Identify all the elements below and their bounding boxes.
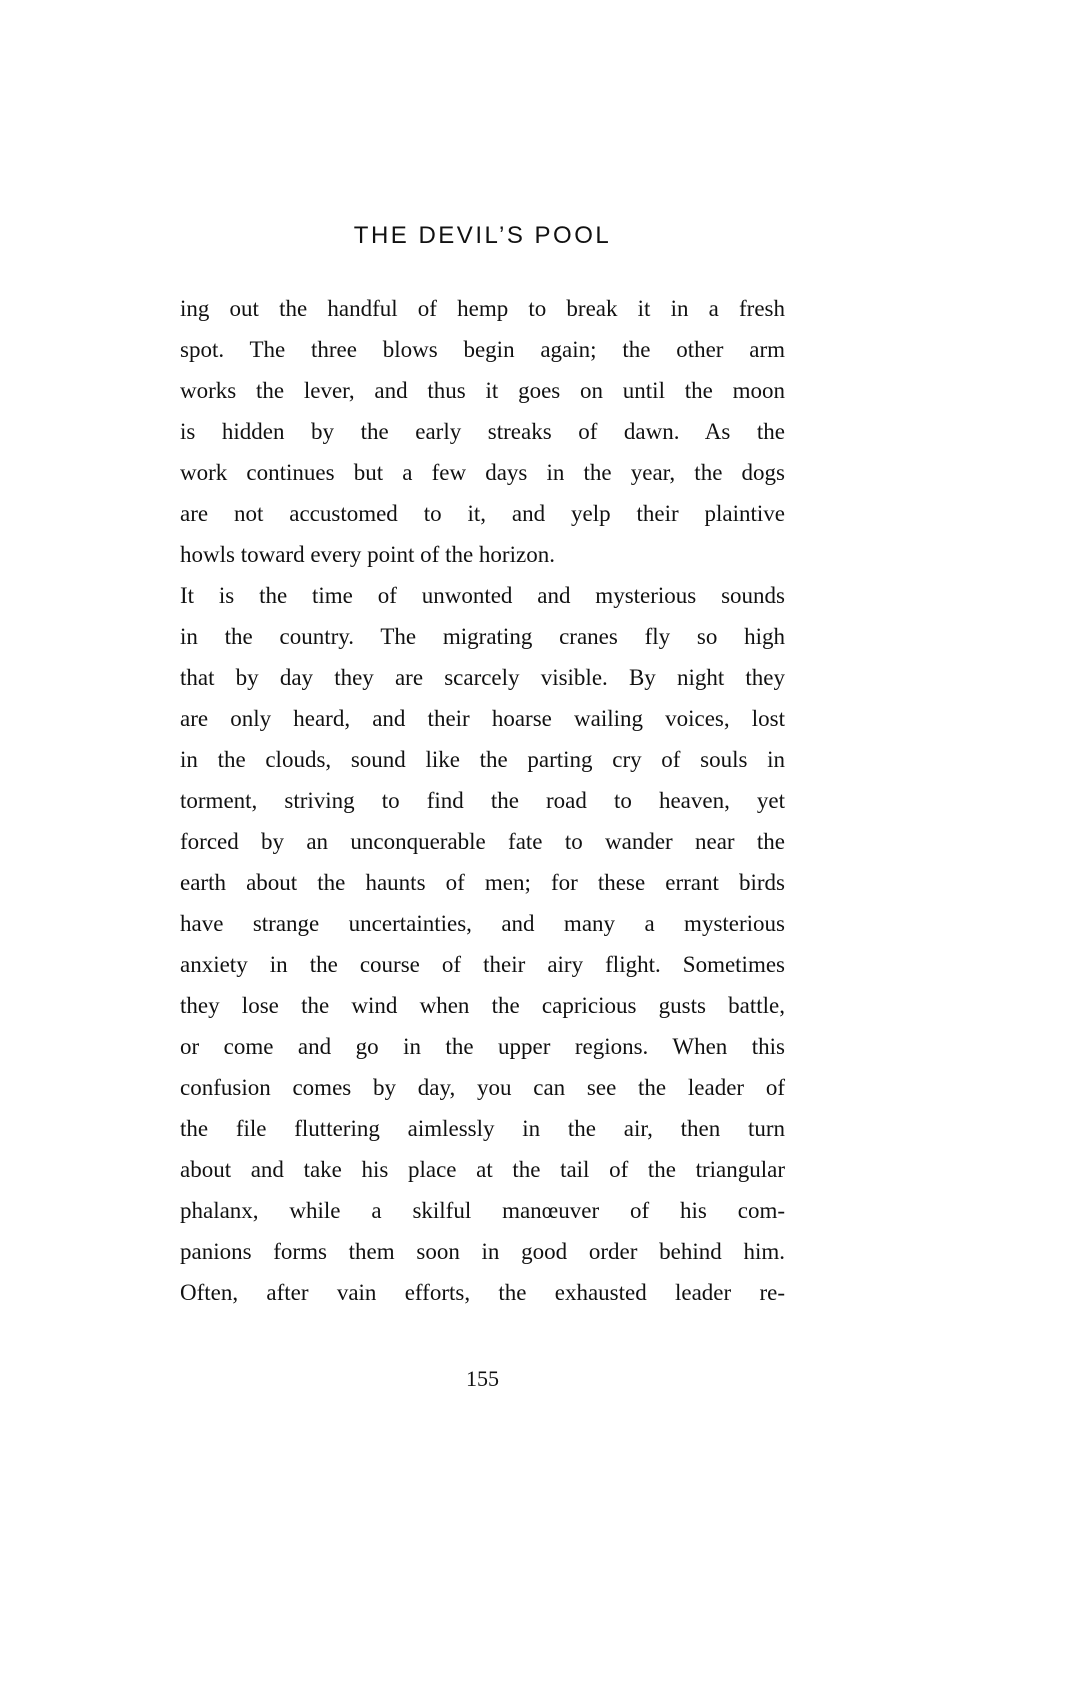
text-line: have strange uncertainties, and many a mysterious xyxy=(180,911,785,936)
text-line: or come and go in the upper regions. When this xyxy=(180,1034,785,1059)
text-line: spot. The three blows begin again; the other arm xyxy=(180,337,785,362)
text-line: is hidden by the early streaks of dawn. As the xyxy=(180,419,785,444)
text-line: anxiety in the course of their airy flight. Sometimes xyxy=(180,952,785,977)
text-line: in the country. The migrating cranes fly so high xyxy=(180,624,785,649)
text-line: confusion comes by day, you can see the leader of xyxy=(180,1075,785,1100)
text-line: work continues but a few days in the year, the dogs xyxy=(180,460,785,485)
text-line: howls toward every point of the horizon. xyxy=(180,542,555,567)
paragraph-2 xyxy=(180,575,785,1313)
text-line: are only heard, and their hoarse wailing voices, lost xyxy=(180,706,785,731)
text-line: are not accustomed to it, and yelp their plaintive xyxy=(180,501,785,526)
body-text xyxy=(180,288,785,1313)
text-line: about and take his place at the tail of the triangular xyxy=(180,1157,785,1182)
paragraph-1 xyxy=(180,288,785,575)
page-number: 155 xyxy=(466,1366,499,1391)
text-line: works the lever, and thus it goes on until the moon xyxy=(180,378,785,403)
text-line: earth about the haunts of men; for these errant birds xyxy=(180,870,785,895)
text-line: panions forms them soon in good order behind him. xyxy=(180,1239,785,1264)
text-line: Often, after vain efforts, the exhausted leader re- xyxy=(180,1280,785,1305)
text-line: It is the time of unwonted and mysterious sounds xyxy=(180,583,785,608)
text-line: they lose the wind when the capricious gusts battle, xyxy=(180,993,785,1018)
text-line: the file fluttering aimlessly in the air, then turn xyxy=(180,1116,785,1141)
text-line: that by day they are scarcely visible. By night they xyxy=(180,665,785,690)
running-head: THE DEVIL’S POOL xyxy=(353,222,612,249)
text-line: torment, striving to find the road to heaven, yet xyxy=(180,788,785,813)
text-line: phalanx, while a skilful manœuver of his com- xyxy=(180,1198,785,1223)
text-line: ing out the handful of hemp to break it in a fresh xyxy=(180,296,785,321)
text-line: in the clouds, sound like the parting cry of souls in xyxy=(180,747,785,772)
text-line: forced by an unconquerable fate to wander near the xyxy=(180,829,785,854)
